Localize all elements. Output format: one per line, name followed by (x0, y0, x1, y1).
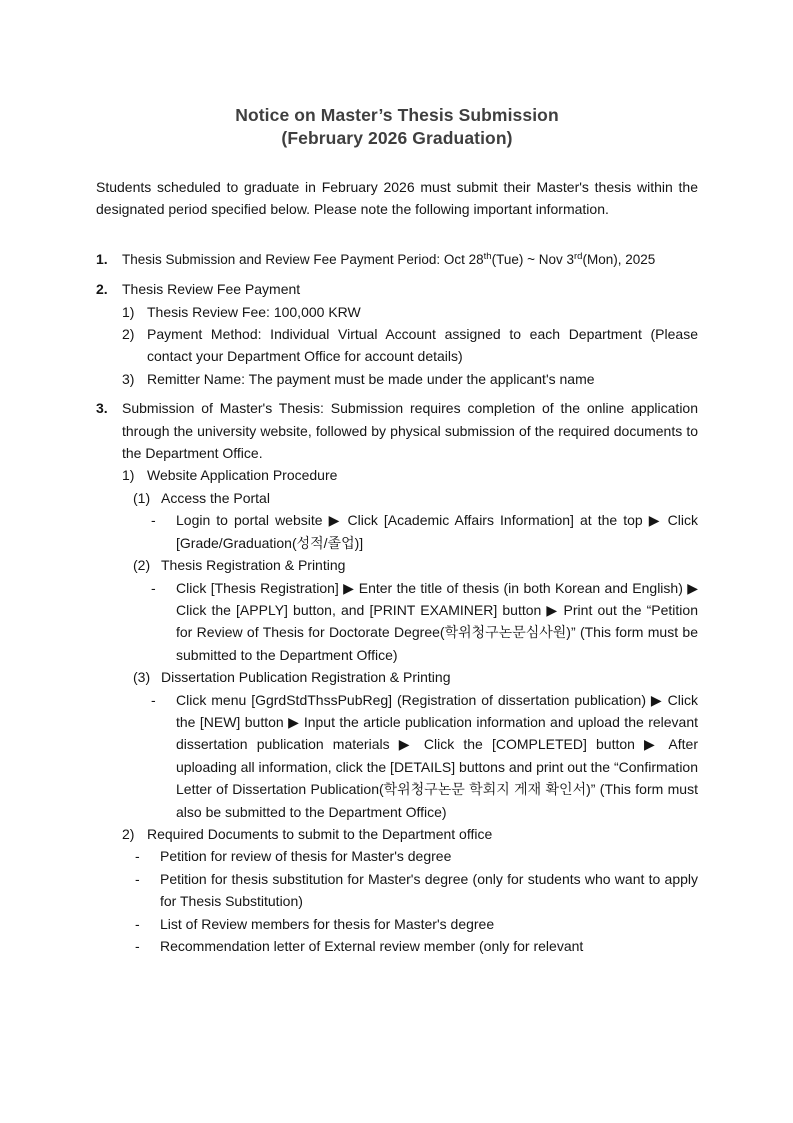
list-marker: 3. (96, 400, 108, 417)
intro-paragraph: Students scheduled to graduate in February 2026 must submit their Master's thesis within the designated period specified below. Please note the following important information. (96, 179, 698, 218)
list-marker: 3) (122, 370, 135, 387)
dash-bullet: - (151, 512, 156, 529)
dash-bullet: - (135, 848, 140, 865)
website-procedure-heading (122, 464, 698, 486)
step-1-bullet (151, 509, 698, 554)
title-line-2: (February 2026 Graduation) (281, 128, 513, 148)
list-item-1-text: Thesis Submission and Review Fee Payment Period: Oct 28th(Tue) ~ Nov 3rd(Mon), 2025 (122, 250, 656, 267)
list-marker: 2) (122, 326, 135, 343)
bullet-text: List of Review members for thesis for Master's degree (160, 915, 495, 932)
sub-item-text: Required Documents to submit to the Department office (147, 825, 493, 842)
title-line-1: Notice on Master’s Thesis Submission (235, 105, 559, 125)
step-2-bullet (151, 577, 698, 667)
required-doc-4 (135, 935, 698, 957)
bullet-text: Click menu [GgrdStdThssPubReg] (Registration of dissertation publication) ▶ Click the [NEW] button ▶ Input the article publication information and upload the relevant dissertation publication materials ▶ Click the [COMPLETED] button ▶ After uploading all information, click the [DETAILS] buttons and print out the “Confirmation Letter of Dissertation Publication(학위청구논문 학회지 게재 확인서)” (This form must also be submitted to the Department Office) (176, 691, 698, 820)
required-doc-2 (135, 868, 698, 913)
step-3-dissertation-publication (133, 666, 698, 688)
sub-item-text: Thesis Review Fee: 100,000 KRW (147, 303, 361, 320)
step-heading-text: Access the Portal (161, 489, 270, 506)
dash-bullet: - (135, 915, 140, 932)
dash-bullet: - (151, 691, 156, 708)
list-item-1 (96, 248, 698, 271)
bullet-text: Petition for thesis substitution for Master's degree (only for students who want to apply for Thesis Substitution) (160, 870, 698, 910)
ordinal-superscript: rd (574, 250, 583, 262)
list-item-2-sub-3 (122, 368, 698, 390)
step-2-thesis-registration (133, 554, 698, 576)
list-marker: (2) (133, 557, 151, 574)
list-item-2 (96, 278, 698, 300)
required-documents-heading (122, 823, 698, 845)
dash-bullet: - (135, 938, 140, 954)
required-doc-3 (135, 913, 698, 935)
required-doc-1 (135, 845, 698, 867)
list-item-2-sub-1 (122, 301, 698, 323)
bullet-text: Petition for review of thesis for Master's degree (160, 848, 452, 865)
list-item-2-text: Thesis Review Fee Payment (122, 281, 301, 298)
list-item-2-sub-2 (122, 323, 698, 368)
list-marker: 2. (96, 281, 108, 298)
list-marker: (3) (133, 669, 151, 686)
dash-bullet: - (135, 870, 140, 887)
list-item-3-text: Submission of Master's Thesis: Submission requires completion of the online application through the university website, followed by physical submission of the required documents to the Department Office. (122, 400, 698, 462)
bullet-text: Login to portal website ▶ Click [Academic Affairs Information] at the top ▶ Click [Grade/Graduation(성적/졸업)] (176, 512, 698, 551)
bullet-text: Recommendation letter of External review member (only for relevant (160, 938, 584, 954)
bullet-text: Click [Thesis Registration] ▶ Enter the title of thesis (in both Korean and English) ▶ Click the [APPLY] button, and [PRINT EXAMINER] button ▶ Print out the “Petition for Review of Thesis for Doctorate Degree(학위청구논문심사원)” (This form must be submitted to the Department Office) (176, 579, 698, 663)
list-marker: 2) (122, 825, 135, 842)
step-3-bullet (151, 689, 698, 823)
step-heading-text: Thesis Registration & Printing (161, 557, 346, 574)
step-heading-text: Dissertation Publication Registration & Printing (161, 669, 451, 686)
list-marker: 1. (96, 250, 108, 267)
sub-item-text: Remitter Name: The payment must be made under the applicant's name (147, 370, 595, 387)
sub-item-text: Website Application Procedure (147, 467, 338, 484)
document-title (96, 104, 698, 150)
ordinal-superscript: th (483, 250, 492, 262)
sub-item-text: Payment Method: Individual Virtual Account assigned to each Department (Please contact your Department Office for account details) (147, 326, 698, 365)
list-marker: 1) (122, 467, 135, 484)
step-1-access-portal (133, 487, 698, 509)
notice-list (96, 248, 698, 958)
list-marker: 1) (122, 303, 135, 320)
list-item-3 (96, 397, 698, 464)
dash-bullet: - (151, 579, 156, 596)
list-marker: (1) (133, 489, 151, 506)
